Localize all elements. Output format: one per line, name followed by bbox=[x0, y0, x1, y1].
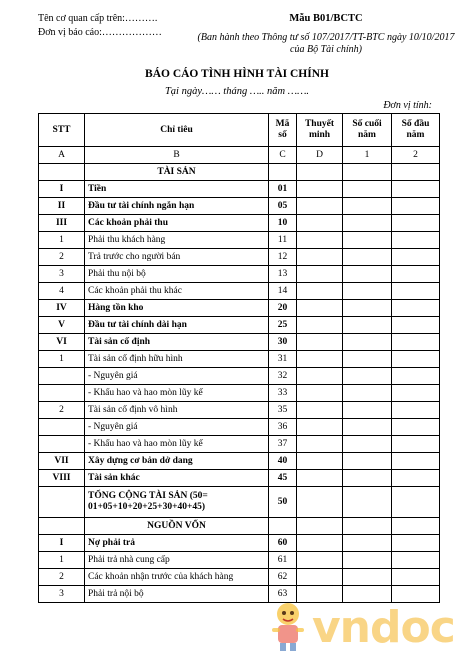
code-cell: 31 bbox=[269, 351, 297, 368]
note-cell bbox=[297, 198, 343, 215]
section-title: TÀI SẢN bbox=[85, 164, 269, 181]
stt-cell: VI bbox=[39, 334, 85, 351]
col-header-closing: Số cuối năm bbox=[343, 114, 392, 147]
col-header-opening: Số đầu năm bbox=[392, 114, 440, 147]
closing-cell bbox=[343, 453, 392, 470]
code-cell: 30 bbox=[269, 334, 297, 351]
table-row bbox=[39, 535, 440, 552]
closing-cell bbox=[343, 487, 392, 518]
code-cell: 37 bbox=[269, 436, 297, 453]
code-cell: 35 bbox=[269, 402, 297, 419]
note-cell bbox=[297, 436, 343, 453]
stt-cell: I bbox=[39, 181, 85, 198]
stt-cell bbox=[39, 487, 85, 518]
note-cell bbox=[297, 368, 343, 385]
note-cell bbox=[297, 535, 343, 552]
item-cell: Các khoản nhận trước của khách hàng bbox=[85, 569, 269, 586]
item-cell: Phải thu khách hàng bbox=[85, 232, 269, 249]
closing-cell bbox=[343, 266, 392, 283]
watermark-text: vndoc bbox=[312, 602, 455, 653]
closing-cell bbox=[343, 317, 392, 334]
code-cell: 10 bbox=[269, 215, 297, 232]
table-row bbox=[39, 385, 440, 402]
item-cell: - Nguyên giá bbox=[85, 419, 269, 436]
table-row bbox=[39, 470, 440, 487]
item-cell: Các khoản phải thu bbox=[85, 215, 269, 232]
col-header-stt: STT bbox=[39, 114, 85, 147]
code-cell: 25 bbox=[269, 317, 297, 334]
stt-cell bbox=[39, 385, 85, 402]
item-cell: Hàng tồn kho bbox=[85, 300, 269, 317]
report-date-line: Tại ngày…… tháng ….. năm ……. bbox=[164, 86, 310, 97]
stt-cell: 2 bbox=[39, 569, 85, 586]
code-cell: 20 bbox=[269, 300, 297, 317]
stt-cell: IV bbox=[39, 300, 85, 317]
opening-cell bbox=[392, 419, 440, 436]
table-row bbox=[39, 215, 440, 232]
closing-cell bbox=[343, 552, 392, 569]
table-row bbox=[39, 181, 440, 198]
item-cell: Đầu tư tài chính dài hạn bbox=[85, 317, 269, 334]
mascot-icon bbox=[262, 598, 314, 653]
report-table bbox=[38, 113, 440, 603]
item-cell: Phải trả nội bộ bbox=[85, 586, 269, 603]
stt-cell: VIII bbox=[39, 470, 85, 487]
code-cell: 36 bbox=[269, 419, 297, 436]
item-cell: Tài sản khác bbox=[85, 470, 269, 487]
code-cell: 14 bbox=[269, 283, 297, 300]
stt-cell: 2 bbox=[39, 402, 85, 419]
code-cell: 05 bbox=[269, 198, 297, 215]
stt-cell bbox=[39, 436, 85, 453]
table-row bbox=[39, 552, 440, 569]
closing-cell bbox=[343, 181, 392, 198]
report-title: BÁO CÁO TÌNH HÌNH TÀI CHÍNH bbox=[145, 68, 329, 80]
opening-cell bbox=[392, 453, 440, 470]
unit-label: Đơn vị tính: bbox=[383, 100, 432, 111]
item-cell: Phải thu nội bộ bbox=[85, 266, 269, 283]
code-cell: 60 bbox=[269, 535, 297, 552]
agency-line: Tên cơ quan cấp trên:………. bbox=[38, 13, 158, 24]
opening-cell bbox=[392, 552, 440, 569]
note-cell bbox=[297, 266, 343, 283]
col-header-item: Chỉ tiêu bbox=[85, 114, 269, 147]
opening-cell bbox=[392, 266, 440, 283]
table-body bbox=[39, 147, 440, 603]
stt-cell: I bbox=[39, 535, 85, 552]
stt-cell bbox=[39, 368, 85, 385]
opening-cell bbox=[392, 283, 440, 300]
closing-cell bbox=[343, 385, 392, 402]
item-cell: Các khoản phải thu khác bbox=[85, 283, 269, 300]
note-cell bbox=[297, 283, 343, 300]
code-cell: 40 bbox=[269, 453, 297, 470]
closing-cell bbox=[343, 436, 392, 453]
table-header-row bbox=[39, 114, 440, 147]
table-row bbox=[39, 232, 440, 249]
table-row bbox=[39, 569, 440, 586]
note-cell bbox=[297, 552, 343, 569]
item-cell: Tài sản cố định vô hình bbox=[85, 402, 269, 419]
table-row bbox=[39, 453, 440, 470]
stt-cell: III bbox=[39, 215, 85, 232]
table-row bbox=[39, 283, 440, 300]
table-row bbox=[39, 436, 440, 453]
stt-cell: 3 bbox=[39, 266, 85, 283]
code-cell: 13 bbox=[269, 266, 297, 283]
note-cell bbox=[297, 402, 343, 419]
stt-cell: 4 bbox=[39, 283, 85, 300]
item-cell: Tài sản cố định hữu hình bbox=[85, 351, 269, 368]
closing-cell bbox=[343, 232, 392, 249]
opening-cell bbox=[392, 334, 440, 351]
opening-cell bbox=[392, 317, 440, 334]
table-row bbox=[39, 368, 440, 385]
table-row bbox=[39, 351, 440, 368]
note-cell bbox=[297, 317, 343, 334]
note-cell bbox=[297, 453, 343, 470]
item-cell: Tài sản cố định bbox=[85, 334, 269, 351]
closing-cell bbox=[343, 249, 392, 266]
note-cell bbox=[297, 334, 343, 351]
opening-cell bbox=[392, 436, 440, 453]
stt-cell: 1 bbox=[39, 232, 85, 249]
header-right bbox=[196, 12, 456, 56]
letter-cell: 2 bbox=[392, 147, 440, 164]
opening-cell bbox=[392, 181, 440, 198]
stt-cell: 3 bbox=[39, 586, 85, 603]
opening-cell bbox=[392, 300, 440, 317]
table-row bbox=[39, 300, 440, 317]
stt-cell: V bbox=[39, 317, 85, 334]
opening-cell bbox=[392, 569, 440, 586]
code-cell: 50 bbox=[269, 487, 297, 518]
opening-cell bbox=[392, 402, 440, 419]
closing-cell bbox=[343, 470, 392, 487]
opening-cell bbox=[392, 470, 440, 487]
closing-cell bbox=[343, 569, 392, 586]
letter-cell: B bbox=[85, 147, 269, 164]
closing-cell bbox=[343, 402, 392, 419]
code-cell: 32 bbox=[269, 368, 297, 385]
table-row bbox=[39, 419, 440, 436]
closing-cell bbox=[343, 283, 392, 300]
note-cell bbox=[297, 419, 343, 436]
note-cell bbox=[297, 470, 343, 487]
stt-cell: 1 bbox=[39, 552, 85, 569]
item-cell: TỔNG CỘNG TÀI SẢN (50= 01+05+10+20+25+30+40+45) bbox=[85, 487, 269, 518]
note-cell bbox=[297, 300, 343, 317]
opening-cell bbox=[392, 249, 440, 266]
item-cell: - Khấu hao và hao mòn lũy kế bbox=[85, 385, 269, 402]
table-row bbox=[39, 249, 440, 266]
item-cell: Đầu tư tài chính ngắn hạn bbox=[85, 198, 269, 215]
section-row-assets bbox=[39, 164, 440, 181]
note-cell bbox=[297, 181, 343, 198]
section-row-capital bbox=[39, 518, 440, 535]
column-letter-row bbox=[39, 147, 440, 164]
item-cell: Trả trước cho người bán bbox=[85, 249, 269, 266]
table-row bbox=[39, 266, 440, 283]
opening-cell bbox=[392, 368, 440, 385]
item-cell: Xây dựng cơ bản dở dang bbox=[85, 453, 269, 470]
opening-cell bbox=[392, 487, 440, 518]
closing-cell bbox=[343, 535, 392, 552]
note-cell bbox=[297, 487, 343, 518]
letter-cell: A bbox=[39, 147, 85, 164]
col-header-code: Mã số bbox=[269, 114, 297, 147]
opening-cell bbox=[392, 232, 440, 249]
item-cell: Nợ phải trả bbox=[85, 535, 269, 552]
closing-cell bbox=[343, 419, 392, 436]
form-code: Mẫu B01/BCTC bbox=[289, 13, 363, 24]
item-cell: Phải trả nhà cung cấp bbox=[85, 552, 269, 569]
note-cell bbox=[297, 249, 343, 266]
total-assets-row bbox=[39, 487, 440, 518]
code-cell: 62 bbox=[269, 569, 297, 586]
stt-cell: 1 bbox=[39, 351, 85, 368]
letter-cell: C bbox=[269, 147, 297, 164]
opening-cell bbox=[392, 535, 440, 552]
closing-cell bbox=[343, 198, 392, 215]
closing-cell bbox=[343, 351, 392, 368]
watermark bbox=[262, 598, 474, 653]
table-row bbox=[39, 334, 440, 351]
code-cell: 12 bbox=[269, 249, 297, 266]
code-cell: 01 bbox=[269, 181, 297, 198]
letter-cell: 1 bbox=[343, 147, 392, 164]
closing-cell bbox=[343, 368, 392, 385]
table-row bbox=[39, 402, 440, 419]
closing-cell bbox=[343, 300, 392, 317]
stt-cell: 2 bbox=[39, 249, 85, 266]
form-note: (Ban hành theo Thông tư số 107/2017/TT-BTC ngày 10/10/2017 của Bộ Tài chính) bbox=[197, 32, 455, 55]
table-row bbox=[39, 198, 440, 215]
opening-cell bbox=[392, 351, 440, 368]
table-row bbox=[39, 317, 440, 334]
closing-cell bbox=[343, 215, 392, 232]
item-cell: - Khấu hao và hao mòn lũy kế bbox=[85, 436, 269, 453]
note-cell bbox=[297, 351, 343, 368]
col-header-note: Thuyết minh bbox=[297, 114, 343, 147]
code-cell: 63 bbox=[269, 586, 297, 603]
stt-cell: VII bbox=[39, 453, 85, 470]
letter-cell: D bbox=[297, 147, 343, 164]
reporting-unit-line: Đơn vị báo cáo:……………… bbox=[38, 27, 162, 38]
stt-cell: II bbox=[39, 198, 85, 215]
note-cell bbox=[297, 232, 343, 249]
opening-cell bbox=[392, 198, 440, 215]
section-title: NGUỒN VỐN bbox=[85, 518, 269, 535]
note-cell bbox=[297, 385, 343, 402]
note-cell bbox=[297, 215, 343, 232]
code-cell: 45 bbox=[269, 470, 297, 487]
closing-cell bbox=[343, 334, 392, 351]
opening-cell bbox=[392, 215, 440, 232]
code-cell: 33 bbox=[269, 385, 297, 402]
header-left bbox=[38, 12, 162, 40]
code-cell: 11 bbox=[269, 232, 297, 249]
opening-cell bbox=[392, 385, 440, 402]
stt-cell bbox=[39, 419, 85, 436]
item-cell: Tiền bbox=[85, 181, 269, 198]
code-cell: 61 bbox=[269, 552, 297, 569]
note-cell bbox=[297, 569, 343, 586]
item-cell: - Nguyên giá bbox=[85, 368, 269, 385]
